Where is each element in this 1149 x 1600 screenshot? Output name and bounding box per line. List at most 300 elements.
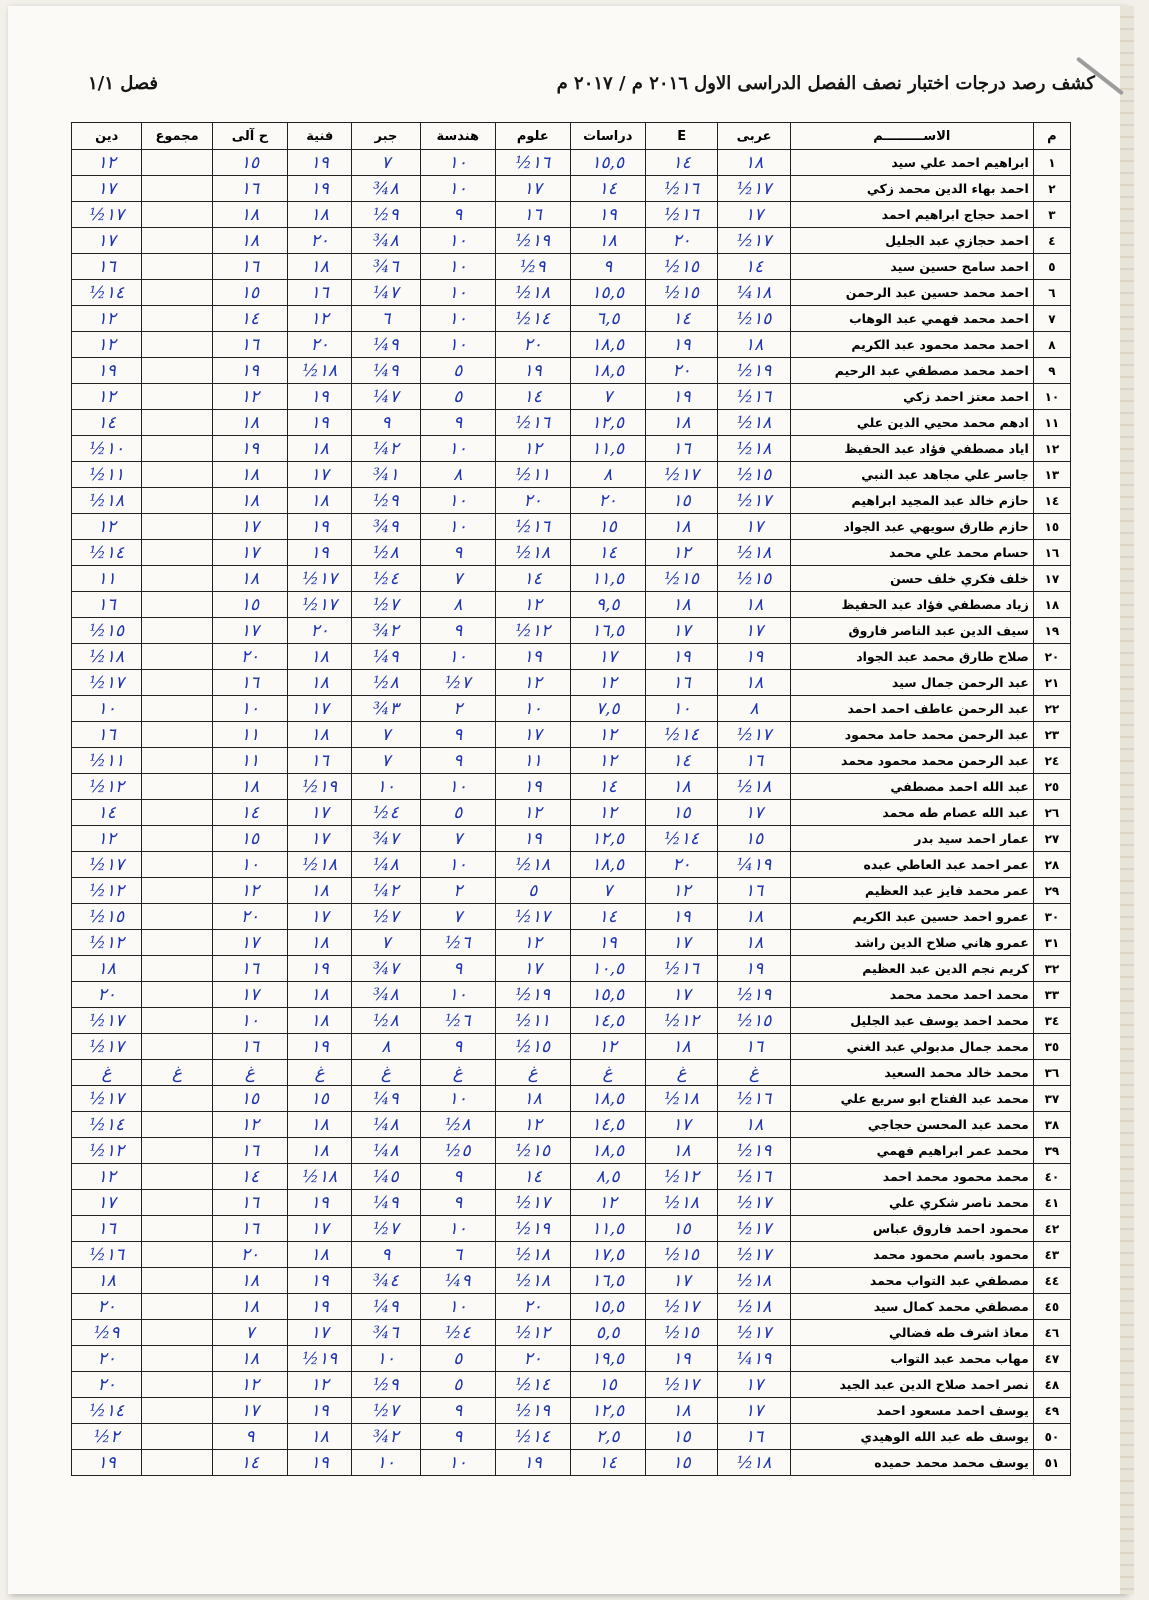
grade-cell: ١٤½ bbox=[496, 1372, 570, 1398]
grade-cell: ٨¼ bbox=[352, 1138, 420, 1164]
grade-cell: ٩½ bbox=[352, 488, 420, 514]
student-name: محمد عمر ابراهيم فهمي bbox=[790, 1138, 1033, 1164]
grade-cell: ١٩ bbox=[212, 436, 287, 462]
grade-cell bbox=[142, 1008, 212, 1034]
grade-cell: ١٦ bbox=[72, 722, 142, 748]
table-row bbox=[72, 384, 1071, 410]
grade-cell: ٥,٥ bbox=[570, 1320, 645, 1346]
grade-cell: ١٨ bbox=[212, 488, 287, 514]
grade-cell: ١٥,٥ bbox=[570, 280, 645, 306]
grade-cell: ١٧½ bbox=[645, 462, 717, 488]
row-number: ٤٦ bbox=[1033, 1320, 1070, 1346]
grade-cell: ١١ bbox=[212, 748, 287, 774]
student-name: احمد محمد مصطفي عبد الرحيم bbox=[790, 358, 1033, 384]
table-row bbox=[72, 1320, 1071, 1346]
grade-cell: ١٥½ bbox=[645, 280, 717, 306]
grade-cell bbox=[142, 644, 212, 670]
grade-cell: ١٧½ bbox=[645, 1372, 717, 1398]
grade-cell: ١٩ bbox=[288, 1398, 352, 1424]
grade-cell: ١٦ bbox=[212, 176, 287, 202]
grade-cell: ١٧ bbox=[645, 982, 717, 1008]
grade-cell bbox=[142, 1242, 212, 1268]
grade-cell: ١٩ bbox=[288, 1294, 352, 1320]
grade-cell: ٨ bbox=[718, 696, 790, 722]
table-row bbox=[72, 1346, 1071, 1372]
grade-cell: ١٩ bbox=[718, 644, 790, 670]
grade-cell: ١٨½ bbox=[718, 774, 790, 800]
grade-cell: ١٨ bbox=[288, 1424, 352, 1450]
grade-cell: ١٨,٥ bbox=[570, 1086, 645, 1112]
grade-cell: ١٠ bbox=[420, 176, 495, 202]
column-header: الاســـــــــم bbox=[790, 123, 1033, 150]
grade-cell: ١٢ bbox=[570, 1034, 645, 1060]
grade-cell: ٥ bbox=[420, 800, 495, 826]
grade-cell: ١٠ bbox=[420, 1086, 495, 1112]
grade-cell: ١٧ bbox=[288, 1320, 352, 1346]
row-number: ٣٤ bbox=[1033, 1008, 1070, 1034]
grade-cell: ١٧½ bbox=[645, 1294, 717, 1320]
grade-cell: ١٩½ bbox=[718, 982, 790, 1008]
grade-cell: ٩ bbox=[420, 410, 495, 436]
grade-cell: ٩¼ bbox=[352, 1294, 420, 1320]
grade-cell: ١٨ bbox=[645, 774, 717, 800]
grade-cell: ١٥ bbox=[718, 826, 790, 852]
row-number: ٤ bbox=[1033, 228, 1070, 254]
grade-cell bbox=[142, 540, 212, 566]
grade-cell: ١٨ bbox=[288, 1112, 352, 1138]
grade-cell bbox=[142, 1034, 212, 1060]
grade-cell: ١٤ bbox=[212, 1450, 287, 1476]
grade-cell: ١٠½ bbox=[72, 436, 142, 462]
grade-cell: ١٩¼ bbox=[718, 1346, 790, 1372]
grade-cell: ١٤,٥ bbox=[570, 1112, 645, 1138]
grade-cell: ٥ bbox=[420, 1346, 495, 1372]
student-name: اياد مصطفي فؤاد عبد الحفيظ bbox=[790, 436, 1033, 462]
grade-cell: ١٢ bbox=[212, 1112, 287, 1138]
row-number: ١٢ bbox=[1033, 436, 1070, 462]
grade-cell: ٢,٥ bbox=[570, 1424, 645, 1450]
grade-cell: ٩ bbox=[420, 1164, 495, 1190]
grade-cell: ١٨½ bbox=[718, 436, 790, 462]
row-number: ٢٥ bbox=[1033, 774, 1070, 800]
grade-cell: ١٤ bbox=[570, 540, 645, 566]
row-number: ٣٥ bbox=[1033, 1034, 1070, 1060]
grade-cell: غ bbox=[570, 1060, 645, 1086]
grade-cell: ١٨ bbox=[72, 1268, 142, 1294]
grade-cell: ١٠ bbox=[420, 1450, 495, 1476]
grade-cell: ١٨ bbox=[212, 462, 287, 488]
grade-cell bbox=[142, 956, 212, 982]
grade-cell: ١٦ bbox=[212, 254, 287, 280]
grade-cell: ٧ bbox=[352, 930, 420, 956]
grade-cell: ١٧ bbox=[645, 1112, 717, 1138]
grade-cell: ١٢ bbox=[72, 1164, 142, 1190]
grade-cell bbox=[142, 1346, 212, 1372]
grade-cell: ١٢ bbox=[570, 722, 645, 748]
grade-cell: ٨¼ bbox=[352, 1112, 420, 1138]
grade-cell: ١٧ bbox=[718, 514, 790, 540]
grade-cell: ١٨½ bbox=[718, 1294, 790, 1320]
grade-cell: ٧ bbox=[352, 150, 420, 176]
grade-cell: ٩¼ bbox=[352, 1190, 420, 1216]
table-row bbox=[72, 176, 1071, 202]
student-name: احمد محمد فهمي عبد الوهاب bbox=[790, 306, 1033, 332]
table-row bbox=[72, 696, 1071, 722]
table-row bbox=[72, 1216, 1071, 1242]
table-row bbox=[72, 618, 1071, 644]
grade-cell: ١٥ bbox=[645, 1450, 717, 1476]
grade-cell: ١٨ bbox=[288, 930, 352, 956]
grade-cell: ١٠ bbox=[212, 696, 287, 722]
grade-cell: ١٠ bbox=[420, 436, 495, 462]
table-row bbox=[72, 1008, 1071, 1034]
grade-cell: ١٤½ bbox=[72, 1398, 142, 1424]
row-number: ٣٣ bbox=[1033, 982, 1070, 1008]
student-name: احمد محمد حسين عبد الرحمن bbox=[790, 280, 1033, 306]
grade-cell: ١٨ bbox=[72, 956, 142, 982]
grade-cell: ١٤½ bbox=[72, 280, 142, 306]
table-row bbox=[72, 670, 1071, 696]
grade-cell: ١٨½ bbox=[645, 1086, 717, 1112]
grade-cell: ١٥ bbox=[212, 150, 287, 176]
column-header: مجموع bbox=[142, 123, 212, 150]
grade-cell: ١٦ bbox=[645, 670, 717, 696]
student-name: احمد حجاج ابراهيم احمد bbox=[790, 202, 1033, 228]
grade-cell: ١٧½ bbox=[718, 176, 790, 202]
grade-cell: ٦ bbox=[352, 306, 420, 332]
grade-cell: ١٠ bbox=[420, 306, 495, 332]
grade-cell: ١٤½ bbox=[645, 826, 717, 852]
grade-cell: ١٨ bbox=[288, 436, 352, 462]
student-name: يوسف محمد محمد حميده bbox=[790, 1450, 1033, 1476]
grade-cell: ١٩ bbox=[288, 384, 352, 410]
grade-cell: ٧½ bbox=[352, 904, 420, 930]
grade-cell: ٩ bbox=[420, 1424, 495, 1450]
grade-cell: ٢٠ bbox=[212, 1242, 287, 1268]
grade-cell: ١١,٥ bbox=[570, 1216, 645, 1242]
grade-cell: ١٩ bbox=[288, 956, 352, 982]
student-name: ادهم محمد محيي الدين علي bbox=[790, 410, 1033, 436]
grade-cell: ٤½ bbox=[352, 800, 420, 826]
column-header: دراسات bbox=[570, 123, 645, 150]
grade-cell: ١٦½ bbox=[718, 1086, 790, 1112]
grade-cell: ١٧,٥ bbox=[570, 1242, 645, 1268]
grade-cell: ١٨½ bbox=[718, 1268, 790, 1294]
grade-cell: غ bbox=[718, 1060, 790, 1086]
grade-cell: ٩½ bbox=[72, 1320, 142, 1346]
table-row bbox=[72, 904, 1071, 930]
column-header: ح آلى bbox=[212, 123, 287, 150]
grade-cell: ١٠ bbox=[420, 280, 495, 306]
grade-cell bbox=[142, 358, 212, 384]
grade-cell: ٨ bbox=[420, 462, 495, 488]
grade-cell: غ bbox=[288, 1060, 352, 1086]
grade-cell: ٧¼ bbox=[352, 280, 420, 306]
grade-cell: ١٩ bbox=[645, 904, 717, 930]
grade-cell: ١٢ bbox=[72, 150, 142, 176]
grade-cell: ٢٠ bbox=[645, 358, 717, 384]
grade-cell: ١٥ bbox=[212, 280, 287, 306]
grade-cell: ٧ bbox=[212, 1320, 287, 1346]
grade-cell: ٢½ bbox=[72, 1424, 142, 1450]
grade-cell: ١٧ bbox=[288, 800, 352, 826]
row-number: ٣٢ bbox=[1033, 956, 1070, 982]
grade-cell: ١٩ bbox=[288, 514, 352, 540]
grade-cell: ١٢ bbox=[496, 800, 570, 826]
table-row bbox=[72, 1450, 1071, 1476]
grade-cell: ١٩ bbox=[496, 644, 570, 670]
grade-cell: ١٧½ bbox=[718, 228, 790, 254]
table-row bbox=[72, 1034, 1071, 1060]
grade-cell: ١٧½ bbox=[718, 722, 790, 748]
grades-table bbox=[71, 122, 1071, 1476]
student-name: نصر احمد صلاح الدين عبد الجيد bbox=[790, 1372, 1033, 1398]
grade-cell: ٧ bbox=[570, 878, 645, 904]
grade-cell: ١٨ bbox=[288, 254, 352, 280]
grade-cell: ٥ bbox=[420, 358, 495, 384]
grade-cell: ١٩ bbox=[288, 176, 352, 202]
grade-cell: ١٩½ bbox=[718, 358, 790, 384]
grade-cell: ١٢½ bbox=[72, 774, 142, 800]
row-number: ٤٣ bbox=[1033, 1242, 1070, 1268]
grade-cell: ١٧ bbox=[718, 202, 790, 228]
row-number: ٩ bbox=[1033, 358, 1070, 384]
grade-cell: غ bbox=[142, 1060, 212, 1086]
grade-cell: ١٨½ bbox=[496, 1268, 570, 1294]
student-name: حسام محمد علي محمد bbox=[790, 540, 1033, 566]
grade-cell: ١٢ bbox=[72, 826, 142, 852]
sheet-title: كشف رصد درجات اختبار نصف الفصل الدراسى الاول ٢٠١٦ م / ٢٠١٧ م bbox=[556, 72, 1095, 94]
grade-cell: ٤¾ bbox=[352, 1268, 420, 1294]
grade-cell: ١٧ bbox=[496, 722, 570, 748]
grade-cell: ٢٠ bbox=[288, 618, 352, 644]
grade-cell: ١٧ bbox=[718, 1398, 790, 1424]
column-header: م bbox=[1033, 123, 1070, 150]
grade-cell: ١٩ bbox=[288, 1034, 352, 1060]
row-number: ٤١ bbox=[1033, 1190, 1070, 1216]
grade-cell: ١٦ bbox=[645, 436, 717, 462]
grade-cell: ١٨ bbox=[496, 1086, 570, 1112]
grade-cell: ٧ bbox=[420, 904, 495, 930]
grade-cell: ١٤ bbox=[212, 306, 287, 332]
grade-cell: ١٢,٥ bbox=[570, 826, 645, 852]
grade-cell: ٦¾ bbox=[352, 1320, 420, 1346]
row-number: ٧ bbox=[1033, 306, 1070, 332]
table-row bbox=[72, 774, 1071, 800]
grade-cell: ١٨ bbox=[288, 1242, 352, 1268]
table-row bbox=[72, 514, 1071, 540]
row-number: ٢٦ bbox=[1033, 800, 1070, 826]
grade-cell: ٢¾ bbox=[352, 618, 420, 644]
grade-cell: ١٨ bbox=[212, 566, 287, 592]
grade-cell: ١١½ bbox=[72, 462, 142, 488]
grade-cell: ٧¾ bbox=[352, 956, 420, 982]
grade-cell: ٩ bbox=[352, 1242, 420, 1268]
grade-cell: ١٢ bbox=[570, 748, 645, 774]
grade-cell: ٢٠ bbox=[288, 228, 352, 254]
grade-cell: ٨¾ bbox=[352, 176, 420, 202]
student-name: حازم خالد عبد المجيد ابراهيم bbox=[790, 488, 1033, 514]
grade-cell: ١٧ bbox=[212, 514, 287, 540]
table-row bbox=[72, 1138, 1071, 1164]
grade-cell: ٩ bbox=[420, 1034, 495, 1060]
column-header: دين bbox=[72, 123, 142, 150]
row-number: ٤٧ bbox=[1033, 1346, 1070, 1372]
grade-cell: ١٩ bbox=[570, 930, 645, 956]
grade-cell: ١٦½ bbox=[645, 956, 717, 982]
grade-cell bbox=[142, 878, 212, 904]
student-name: محمد ناصر شكري علي bbox=[790, 1190, 1033, 1216]
grade-cell: ٥ bbox=[496, 878, 570, 904]
table-header-row bbox=[72, 123, 1071, 150]
grade-cell: ٢٠ bbox=[72, 1346, 142, 1372]
grade-cell: ١٨ bbox=[288, 982, 352, 1008]
grade-cell: ٩ bbox=[212, 1424, 287, 1450]
grade-cell: ١٢½ bbox=[645, 1008, 717, 1034]
grade-cell: ٧ bbox=[352, 748, 420, 774]
grade-cell: ١٢ bbox=[496, 1112, 570, 1138]
grade-cell: ١٤ bbox=[645, 306, 717, 332]
grade-cell: ١٩ bbox=[718, 956, 790, 982]
grade-cell: ١٧ bbox=[645, 618, 717, 644]
grade-cell: ١٨¼ bbox=[718, 280, 790, 306]
table-row bbox=[72, 722, 1071, 748]
grade-cell: ١٤ bbox=[496, 384, 570, 410]
grade-cell: ٤½ bbox=[352, 566, 420, 592]
grade-cell: ٢٠ bbox=[496, 332, 570, 358]
grade-cell: ١٤½ bbox=[645, 722, 717, 748]
table-row bbox=[72, 228, 1071, 254]
grade-cell: ٢٠ bbox=[645, 852, 717, 878]
grade-cell: ١٠ bbox=[420, 1294, 495, 1320]
grade-cell: ١٨,٥ bbox=[570, 358, 645, 384]
grade-cell bbox=[142, 1216, 212, 1242]
grade-cell: ١٧ bbox=[212, 540, 287, 566]
row-number: ١٧ bbox=[1033, 566, 1070, 592]
grade-cell: ١¾ bbox=[352, 462, 420, 488]
grade-cell: ٩ bbox=[420, 202, 495, 228]
grade-cell: ١٨½ bbox=[496, 1242, 570, 1268]
table-row bbox=[72, 826, 1071, 852]
grade-cell: ٩ bbox=[420, 748, 495, 774]
grade-cell: ١٤ bbox=[212, 1164, 287, 1190]
row-number: ٣١ bbox=[1033, 930, 1070, 956]
grade-cell: ٧ bbox=[420, 826, 495, 852]
row-number: ٣ bbox=[1033, 202, 1070, 228]
grade-cell: ١٨ bbox=[288, 878, 352, 904]
grade-cell bbox=[142, 826, 212, 852]
table-row bbox=[72, 1086, 1071, 1112]
student-name: مصطفي عبد التواب محمد bbox=[790, 1268, 1033, 1294]
grade-cell: ١٨ bbox=[718, 592, 790, 618]
grade-cell: ١٩½ bbox=[288, 774, 352, 800]
grade-cell: ١٢ bbox=[570, 670, 645, 696]
grade-cell: ١٢ bbox=[212, 384, 287, 410]
grade-cell: ١٧ bbox=[72, 1190, 142, 1216]
row-number: ٢٩ bbox=[1033, 878, 1070, 904]
grade-cell: ٧½ bbox=[352, 592, 420, 618]
student-name: احمد محمد محمود عبد الكريم bbox=[790, 332, 1033, 358]
table-row bbox=[72, 1268, 1071, 1294]
row-number: ١٠ bbox=[1033, 384, 1070, 410]
grade-cell: ١٩ bbox=[288, 410, 352, 436]
grade-cell: ١٨ bbox=[288, 1138, 352, 1164]
grade-cell: ١٧ bbox=[570, 644, 645, 670]
grade-cell: ١٦ bbox=[212, 956, 287, 982]
grade-cell: ١٤ bbox=[570, 774, 645, 800]
grade-cell: ١٥½ bbox=[645, 254, 717, 280]
row-number: ٤٤ bbox=[1033, 1268, 1070, 1294]
grade-cell bbox=[142, 904, 212, 930]
grade-cell: ١٩½ bbox=[288, 1346, 352, 1372]
row-number: ٢ bbox=[1033, 176, 1070, 202]
grade-cell bbox=[142, 1138, 212, 1164]
grade-cell bbox=[142, 332, 212, 358]
table-row bbox=[72, 488, 1071, 514]
grade-cell: ٧½ bbox=[352, 1398, 420, 1424]
grade-cell: ٩¾ bbox=[352, 514, 420, 540]
grade-cell: ٩,٥ bbox=[570, 592, 645, 618]
student-name: عبد الرحمن عاطف احمد احمد bbox=[790, 696, 1033, 722]
grade-cell bbox=[142, 384, 212, 410]
column-header: فنية bbox=[288, 123, 352, 150]
grade-cell: ١٩,٥ bbox=[570, 1346, 645, 1372]
grade-cell: ١١ bbox=[212, 722, 287, 748]
grade-cell: ١٨½ bbox=[288, 852, 352, 878]
grade-cell bbox=[142, 1320, 212, 1346]
grade-cell: ١٧ bbox=[288, 696, 352, 722]
student-name: زياد مصطفي فؤاد عبد الحفيظ bbox=[790, 592, 1033, 618]
grade-cell: ١٧ bbox=[288, 462, 352, 488]
grade-cell: ١٤½ bbox=[72, 540, 142, 566]
grade-cell: ١٨ bbox=[212, 1268, 287, 1294]
row-number: ١٣ bbox=[1033, 462, 1070, 488]
grade-cell: ١٨ bbox=[288, 488, 352, 514]
grade-cell: ٩ bbox=[570, 254, 645, 280]
grade-cell: ١٩ bbox=[72, 358, 142, 384]
row-number: ٣٧ bbox=[1033, 1086, 1070, 1112]
grade-cell bbox=[142, 930, 212, 956]
grade-cell: ٧ bbox=[352, 722, 420, 748]
grade-cell: ١٠ bbox=[352, 1450, 420, 1476]
grade-cell: ١٦½ bbox=[496, 514, 570, 540]
grade-cell: ١٧ bbox=[72, 228, 142, 254]
grade-cell: ٥½ bbox=[420, 1138, 495, 1164]
grade-cell: ١٨,٥ bbox=[570, 1138, 645, 1164]
grade-cell: ١٦½ bbox=[718, 384, 790, 410]
grade-cell: ١٠ bbox=[212, 1008, 287, 1034]
row-number: ١ bbox=[1033, 150, 1070, 176]
table-row bbox=[72, 280, 1071, 306]
grade-cell bbox=[142, 800, 212, 826]
grade-cell: ١١½ bbox=[72, 748, 142, 774]
student-name: عبد الله عصام طه محمد bbox=[790, 800, 1033, 826]
grade-cell: ١٠ bbox=[420, 852, 495, 878]
grade-cell: ١٥,٥ bbox=[570, 1294, 645, 1320]
grade-cell: ٦½ bbox=[420, 1008, 495, 1034]
grade-cell: ١٤ bbox=[212, 800, 287, 826]
grade-cell: ١٩ bbox=[288, 150, 352, 176]
grade-cell: ١٩½ bbox=[496, 982, 570, 1008]
grade-cell: ١٠ bbox=[420, 982, 495, 1008]
grade-cell: ١٥ bbox=[645, 1216, 717, 1242]
grade-cell: ١١½ bbox=[496, 1008, 570, 1034]
grade-cell: ١١ bbox=[496, 748, 570, 774]
grade-cell: ٩½ bbox=[352, 202, 420, 228]
table-row bbox=[72, 306, 1071, 332]
grade-cell: ١٥ bbox=[212, 592, 287, 618]
grade-cell bbox=[142, 982, 212, 1008]
